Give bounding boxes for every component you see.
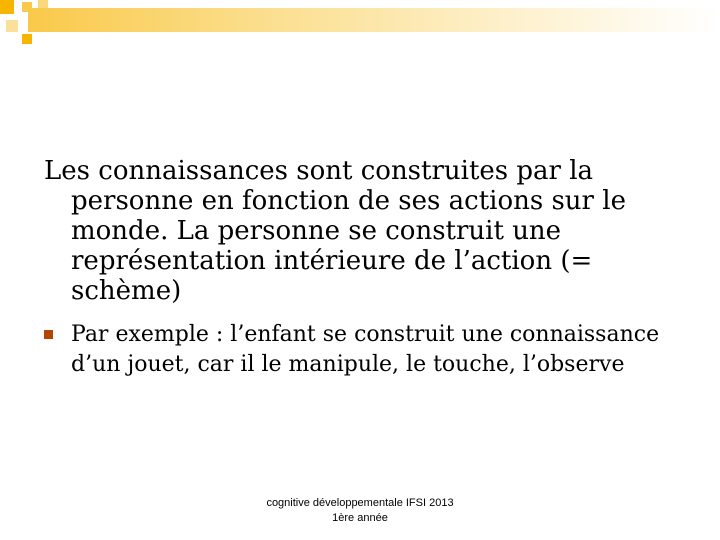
square-bullet-icon — [44, 330, 53, 339]
decor-square — [22, 34, 32, 44]
slide-content — [44, 156, 684, 380]
decor-square — [6, 20, 18, 32]
bullet-item — [44, 320, 684, 380]
footer-line-2: 1ère année — [332, 512, 388, 524]
slide-footer — [210, 496, 510, 526]
bullet-text: Par exemple : l’enfant se construit une connaissance d’un jouet, car il le manipule, le touche, l’observe — [71, 322, 660, 377]
main-paragraph: Les connaissances sont construites par la personne en fonction de ses actions sur le monde. La personne se construit une représentation intérieure de l’action (= schème) — [44, 156, 626, 306]
decor-square — [0, 0, 14, 14]
top-decor-bar — [28, 8, 720, 32]
footer-line-1: cognitive développementale IFSI 2013 — [266, 497, 454, 509]
